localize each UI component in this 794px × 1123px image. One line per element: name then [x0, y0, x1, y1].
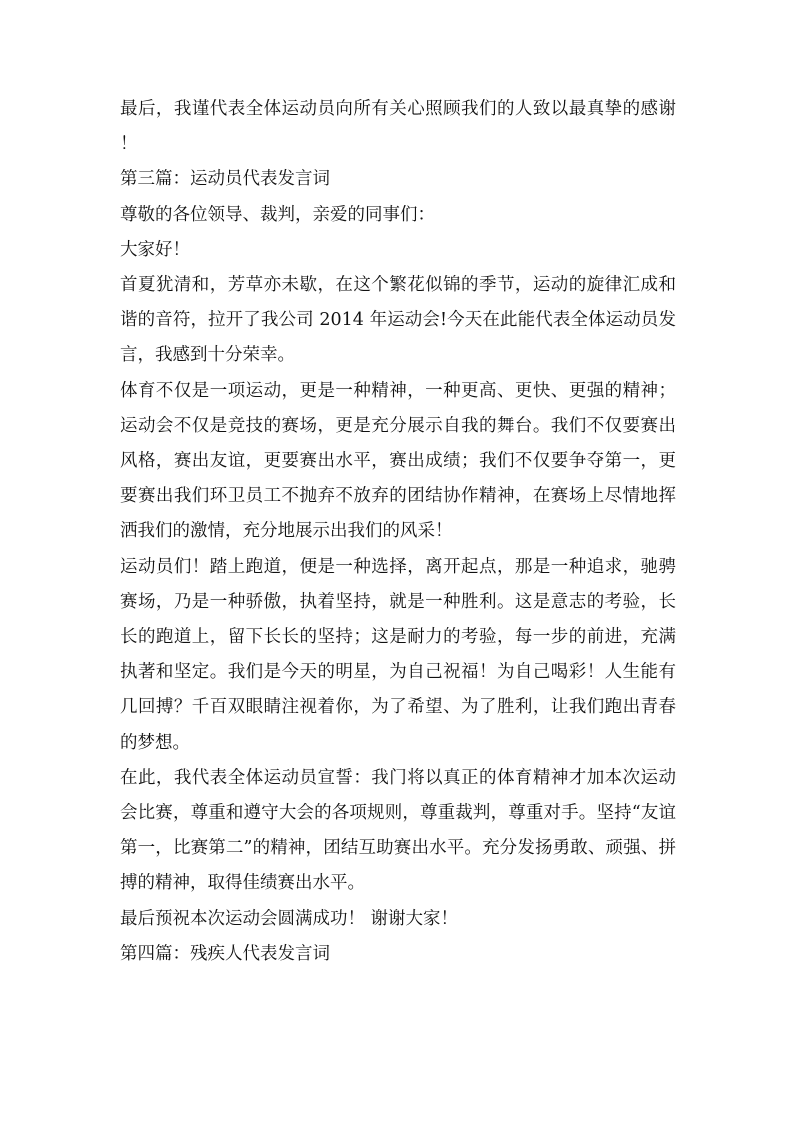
paragraph-athletes: 运动员们！踏上跑道，便是一种选择，离开起点，那是一种追求，驰骋赛场，乃是一种骄傲，执着坚持，就是一种胜利。这是意志的考验，长长的跑道上，留下长长的坚持；这是耐力的考验，每一步的前进，充满执著和坚定。我们是今天的明星，为自己祝福！为自己喝彩！人生能有几回搏？千百双眼睛注视着你，为了希望、为了胜利，让我们跑出青春的梦想。 [120, 556, 676, 753]
paragraph-sports-spirit: 体育不仅是一项运动，更是一种精神，一种更高、更快、更强的精神；运动会不仅是竞技的赛场，更是充分展示自我的舞台。我们不仅要赛出风格，赛出友谊，更要赛出水平，赛出成绩；我们不仅要争夺第一，更要赛出我们环卫员工不抛弃不放弃的团结协作精神，在赛场上尽情地挥洒我们的激情，充分地展示出我们的风采！ [120, 380, 676, 542]
document-body [120, 92, 676, 972]
section-heading-part-four: 第四篇：残疾人代表发言词 [120, 943, 330, 964]
paragraph-opening: 首夏犹清和，芳草亦未歇，在这个繁花似锦的季节，运动的旋律汇成和谐的音符，拉开了我公司 2014 年运动会!今天在此能代表全体运动员发言，我感到十分荣幸。 [120, 275, 676, 366]
section-heading-part-three: 第三篇：运动员代表发言词 [120, 169, 330, 190]
salutation: 尊敬的各位领导、裁判，亲爱的同事们： [120, 204, 435, 225]
greeting: 大家好！ [120, 239, 190, 260]
paragraph-closing-thanks: 最后，我谨代表全体运动员向所有关心照顾我们的人致以最真挚的感谢！ [120, 99, 676, 155]
paragraph-oath: 在此，我代表全体运动员宣誓：我门将以真正的体育精神才加本次运动会比赛，尊重和遵守大会的各项规则，尊重裁判，尊重对手。坚持“友谊第一，比赛第二”的精神，团结互助赛出水平。充分发扬勇敢、顽强、拼搏的精神，取得佳绩赛出水平。 [120, 767, 676, 894]
paragraph-final-wishes: 最后预祝本次运动会圆满成功！ 谢谢大家！ [120, 908, 459, 929]
